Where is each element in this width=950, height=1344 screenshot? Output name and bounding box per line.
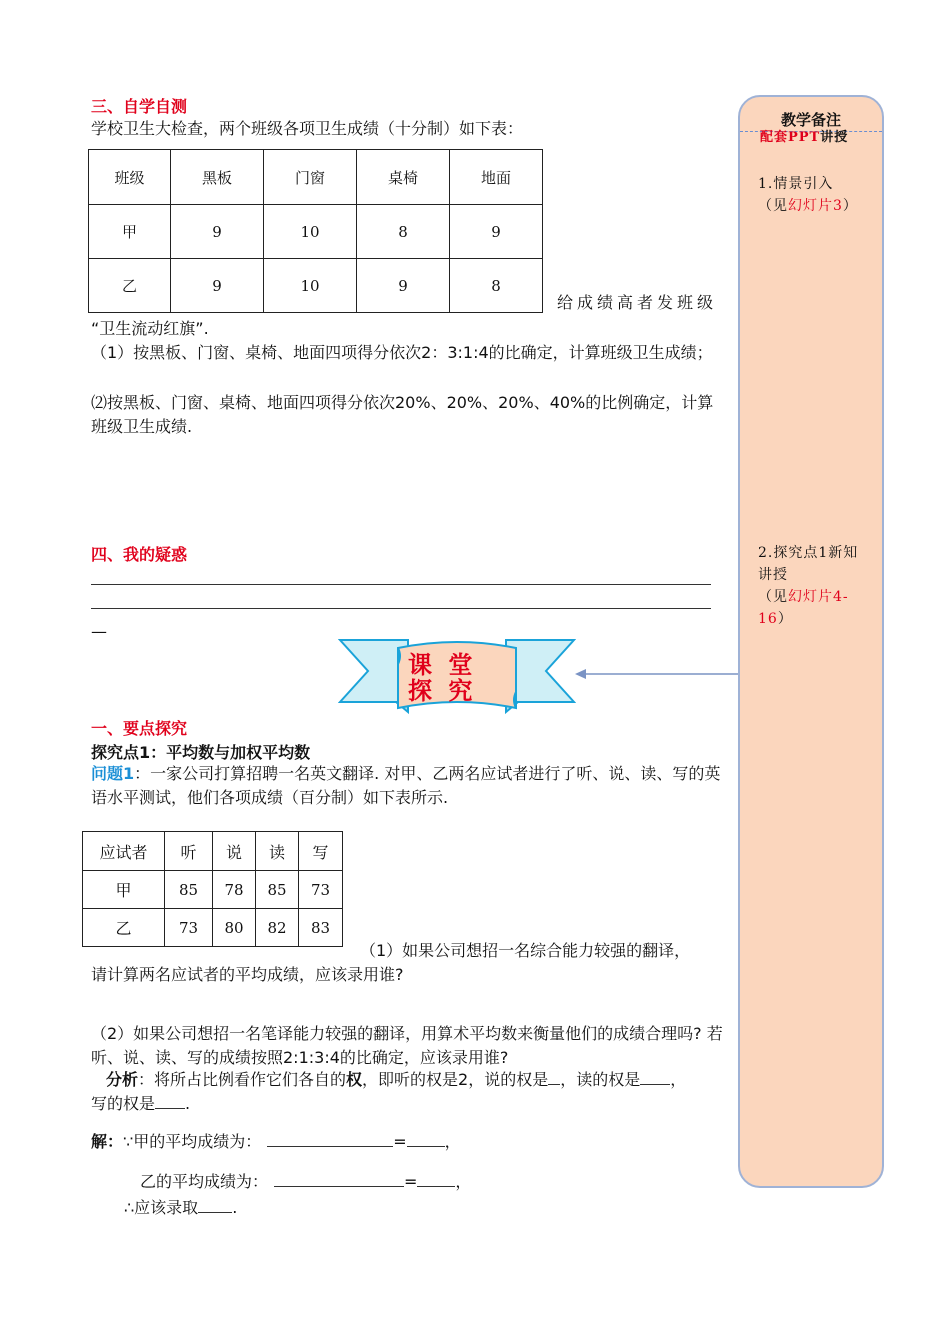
section4-heading: 四、我的疑惑 xyxy=(91,545,188,564)
table-cell: 78 xyxy=(213,871,256,909)
table-cell: 80 xyxy=(213,909,256,947)
applicant-score-table xyxy=(82,831,343,947)
problem-label: 问题1 xyxy=(91,764,135,783)
sidebar-subtitle-tail: 讲授 xyxy=(820,130,849,145)
blank-yi-formula[interactable] xyxy=(274,1186,404,1187)
table-row xyxy=(83,871,343,909)
sidebar-item-1 xyxy=(758,173,870,217)
table-cell: 73 xyxy=(299,871,343,909)
solution-text: ∵甲的平均成绩为： xyxy=(123,1132,262,1151)
solution-text: ， xyxy=(444,1132,461,1151)
table-cell: 9 xyxy=(450,205,543,259)
table-cell: 8 xyxy=(450,259,543,313)
analysis-part: ， xyxy=(670,1070,687,1089)
table-cell: 10 xyxy=(264,205,357,259)
question-1-cont: 请计算两名应试者的平均成绩，应该录用谁? xyxy=(91,965,404,984)
analysis-part: . xyxy=(185,1094,191,1113)
analysis-write-weight xyxy=(91,1092,190,1116)
explore-point-heading: 探究点1：平均数与加权平均数 xyxy=(91,743,311,762)
table-cell: 85 xyxy=(165,871,213,909)
blank-jia-formula[interactable] xyxy=(267,1146,393,1147)
blank-yi-result[interactable] xyxy=(417,1186,455,1187)
section3-heading: 三、自学自测 xyxy=(91,97,188,116)
table-header-cell: 黑板 xyxy=(171,150,264,205)
sidebar-item-1-ref xyxy=(758,195,870,217)
table-cell: 73 xyxy=(165,909,213,947)
table-cell: 83 xyxy=(299,909,343,947)
sidebar-subtitle xyxy=(760,127,872,149)
table-header-cell: 地面 xyxy=(450,150,543,205)
question-2-text: （2）如果公司想招一名笔译能力较强的翻译，用算术平均数来衡量他们的成绩合理吗? 若听、说、读、写的成绩按照2:1:3:4的比确定，应该录用谁? xyxy=(91,1024,723,1067)
answer-line xyxy=(91,584,711,585)
section1-heading: 一、要点探究 xyxy=(91,719,188,738)
arrow-left-icon xyxy=(572,664,742,684)
ppt-label: 配套PPT xyxy=(760,130,821,145)
sidebar-item-2-title: 2.探究点1新知讲授 xyxy=(758,545,859,583)
analysis-part: ：将所占比例看作它们各自的 xyxy=(138,1070,347,1089)
analysis-part: 写的权是 xyxy=(91,1094,156,1113)
solution-line-2 xyxy=(140,1170,471,1194)
analysis-part: ，即听的权是2，说的权是 xyxy=(362,1070,549,1089)
solution-line-3 xyxy=(124,1196,237,1220)
solution-label: 解： xyxy=(91,1132,124,1151)
after-table-text: 给成绩高者发班级 xyxy=(557,293,718,312)
table-header-cell: 说 xyxy=(213,832,256,871)
solution-text: = xyxy=(393,1132,407,1151)
table-header-cell: 写 xyxy=(299,832,343,871)
table-cell: 9 xyxy=(171,259,264,313)
blank-hire[interactable] xyxy=(198,1212,232,1213)
table-header-cell: 听 xyxy=(165,832,213,871)
paren-close: ） xyxy=(777,611,793,627)
table-row xyxy=(89,205,543,259)
sidebar-title: 教学备注 xyxy=(780,111,841,129)
flag-text: “卫生流动红旗”. xyxy=(91,319,209,338)
blank-write-weight[interactable] xyxy=(155,1108,185,1109)
hygiene-score-table xyxy=(88,149,543,313)
table-row xyxy=(89,259,543,313)
table-header-cell: 班级 xyxy=(89,150,171,205)
paren-close: ） xyxy=(842,198,858,214)
table-row xyxy=(83,909,343,947)
sidebar-item-2 xyxy=(758,542,870,630)
analysis-label: 分析 xyxy=(106,1070,139,1089)
slide-ref: 幻灯片4-16 xyxy=(758,589,849,627)
table-header-cell: 桌椅 xyxy=(357,150,450,205)
blank-jia-result[interactable] xyxy=(407,1146,445,1147)
solution-text: 乙的平均成绩为： xyxy=(140,1172,269,1191)
problem-1-text xyxy=(91,762,723,810)
sidebar-item-1-title: 1.情景引入 xyxy=(758,176,834,192)
banner-title: 课 堂 探 究 xyxy=(408,651,477,705)
table-cell: 乙 xyxy=(83,909,165,947)
question-1-tail: （1）如果公司想招一名综合能力较强的翻译， xyxy=(360,941,691,960)
table-cell: 82 xyxy=(256,909,299,947)
blank-read-weight[interactable] xyxy=(640,1084,670,1085)
analysis-weight: 权 xyxy=(346,1070,363,1089)
teaching-notes-sidebar xyxy=(738,95,884,1188)
table-header-row xyxy=(89,150,543,205)
solution-text: . xyxy=(232,1198,238,1217)
section3-question-1: （1）按黑板、门窗、桌椅、地面四项得分依次2：3:1:4的比确定，计算班级卫生成绩； xyxy=(91,343,713,362)
problem-body: ：一家公司打算招聘一名英文翻译. 对甲、乙两名应试者进行了听、说、读、写的英语水平测试，他们各项成绩（百分制）如下表所示. xyxy=(91,764,721,807)
table-cell: 甲 xyxy=(83,871,165,909)
table-cell: 9 xyxy=(357,259,450,313)
answer-line-dash: — xyxy=(91,622,107,641)
sidebar-item-2-ref xyxy=(758,586,870,630)
slide-ref: 幻灯片3 xyxy=(788,198,843,214)
answer-line xyxy=(91,608,711,609)
table-header-row xyxy=(83,832,343,871)
table-cell: 甲 xyxy=(89,205,171,259)
table-header-cell: 门窗 xyxy=(264,150,357,205)
solution-line-1 xyxy=(91,1130,461,1154)
paren-open: （见 xyxy=(758,198,788,214)
table-cell: 85 xyxy=(256,871,299,909)
table-header-cell: 应试者 xyxy=(83,832,165,871)
solution-text: = xyxy=(404,1172,418,1191)
blank-speak-weight[interactable] xyxy=(548,1084,560,1085)
table-header-cell: 读 xyxy=(256,832,299,871)
solution-text: ， xyxy=(455,1172,472,1191)
analysis-text xyxy=(106,1068,726,1092)
table-cell: 乙 xyxy=(89,259,171,313)
section3-question-2: ⑵按黑板、门窗、桌椅、地面四项得分依次20%、20%、20%、40%的比例确定，计算班级卫生成绩. xyxy=(91,393,714,436)
solution-text: ∴应该录取 xyxy=(124,1198,199,1217)
table-cell: 10 xyxy=(264,259,357,313)
table-cell: 8 xyxy=(357,205,450,259)
table-cell: 9 xyxy=(171,205,264,259)
paren-open: （见 xyxy=(758,589,788,605)
section3-intro: 学校卫生大检查，两个班级各项卫生成绩（十分制）如下表： xyxy=(91,119,524,138)
analysis-part: ，读的权是 xyxy=(560,1070,641,1089)
